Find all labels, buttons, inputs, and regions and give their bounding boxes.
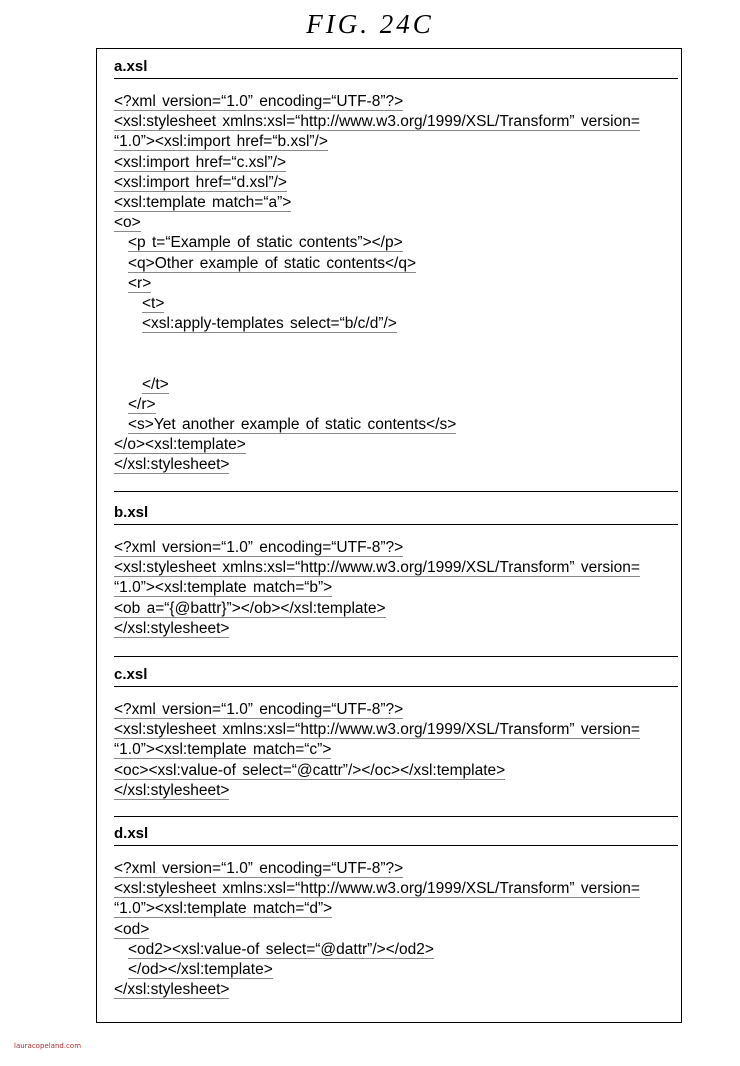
code-block bbox=[114, 700, 678, 801]
code-line: </xsl:stylesheet> bbox=[114, 781, 230, 799]
code-line: <xsl:apply-templates select=“b/c/d”/> bbox=[142, 315, 397, 333]
code-line: <?xml version=“1.0” encoding=“UTF-8”?> bbox=[114, 860, 404, 877]
code-line: <?xml version=“1.0” encoding=“UTF-8”?> bbox=[114, 701, 404, 718]
code-line: <xsl:stylesheet xmlns:xsl=“http://www.w3.org/1999/XSL/Transform” version= bbox=[114, 559, 640, 577]
code-line: <xsl:stylesheet xmlns:xsl=“http://www.w3.org/1999/XSL/Transform” version= bbox=[114, 113, 640, 131]
code-line: <q>Other example of static contents</q> bbox=[128, 254, 417, 272]
section-title: a.xsl bbox=[114, 56, 678, 79]
code-line: “1.0”><xsl:import href=“b.xsl”/> bbox=[114, 133, 328, 151]
code-line: </xsl:stylesheet> bbox=[114, 456, 230, 474]
code-line: <xsl:template match=“a”> bbox=[114, 193, 292, 211]
code-block bbox=[114, 859, 678, 1000]
code-line: </o><xsl:template> bbox=[114, 436, 246, 454]
code-line: <ob a=“{@battr}”></ob></xsl:template> bbox=[114, 599, 386, 617]
section-d-xsl bbox=[114, 823, 678, 1000]
code-line: <?xml version=“1.0” encoding=“UTF-8”?> bbox=[114, 93, 404, 110]
code-line: </od></xsl:template> bbox=[128, 960, 273, 978]
code-line: </xsl:stylesheet> bbox=[114, 981, 230, 999]
code-line: “1.0”><xsl:template match=“c”> bbox=[114, 741, 332, 759]
code-line: <xsl:import href=“c.xsl”/> bbox=[114, 153, 287, 171]
code-line: <xsl:import href=“d.xsl”/> bbox=[114, 173, 287, 191]
code-line: <t> bbox=[142, 294, 165, 312]
blank-line bbox=[114, 334, 678, 354]
figure-title: FIG. 24C bbox=[306, 9, 434, 39]
section-c-xsl bbox=[114, 664, 678, 801]
code-line: <r> bbox=[128, 274, 152, 292]
code-block bbox=[114, 538, 678, 639]
code-line: <o> bbox=[114, 214, 141, 232]
code-line: </xsl:stylesheet> bbox=[114, 619, 230, 637]
section-divider bbox=[114, 656, 678, 657]
code-block bbox=[114, 92, 678, 476]
section-title: c.xsl bbox=[114, 664, 678, 687]
code-line: <p t=“Example of static contents”></p> bbox=[128, 234, 403, 252]
section-title: d.xsl bbox=[114, 823, 678, 846]
code-line: </t> bbox=[142, 375, 169, 393]
code-line: <xsl:stylesheet xmlns:xsl=“http://www.w3.org/1999/XSL/Transform” version= bbox=[114, 880, 640, 898]
section-b-xsl bbox=[114, 502, 678, 639]
code-line: <oc><xsl:value-of select=“@cattr”/></oc></xsl:template> bbox=[114, 761, 506, 779]
code-line: <od> bbox=[114, 920, 150, 938]
code-line: “1.0”><xsl:template match=“d”> bbox=[114, 900, 333, 918]
section-divider bbox=[114, 816, 678, 817]
code-line: </r> bbox=[128, 395, 156, 413]
code-line: <xsl:stylesheet xmlns:xsl=“http://www.w3.org/1999/XSL/Transform” version= bbox=[114, 721, 640, 739]
code-line: “1.0”><xsl:template match=“b”> bbox=[114, 579, 333, 597]
section-a-xsl bbox=[114, 56, 678, 476]
code-line: <?xml version=“1.0” encoding=“UTF-8”?> bbox=[114, 539, 404, 556]
code-line: <od2><xsl:value-of select=“@dattr”/></od2> bbox=[128, 940, 434, 958]
code-line: <s>Yet another example of static contents</s> bbox=[128, 416, 457, 433]
section-title: b.xsl bbox=[114, 502, 678, 525]
watermark: lauracopeland.com bbox=[14, 1042, 82, 1050]
blank-line bbox=[114, 354, 678, 374]
section-divider bbox=[114, 491, 678, 492]
